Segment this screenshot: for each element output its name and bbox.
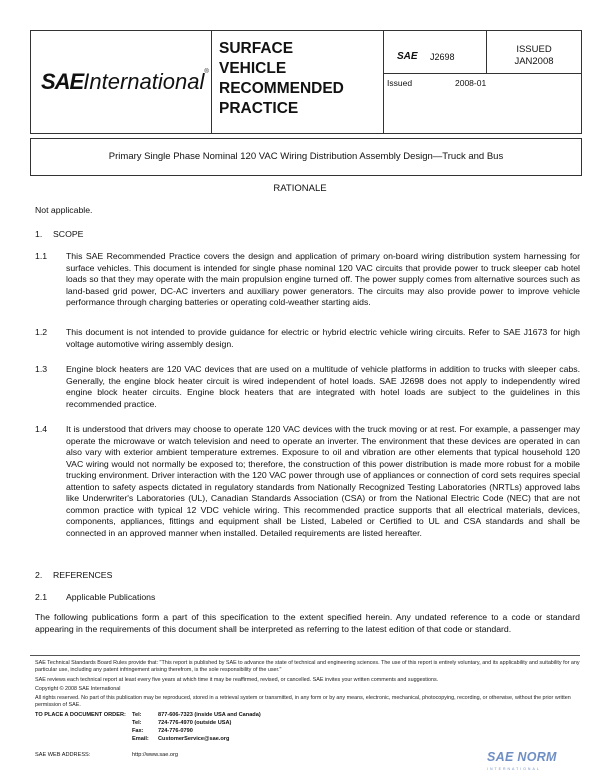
document-title-box bbox=[30, 138, 582, 176]
footer-review-text: SAE reviews each technical report at least every five years at which time it may be reaffirmed, revised, or cancelled. SAE invites your written comments and suggestions. bbox=[35, 677, 439, 683]
subsection-heading: Applicable Publications bbox=[66, 592, 156, 602]
footer-rules-text: SAE Technical Standards Board Rules provide that: "This report is published by SAE to advance the state of technical and engineering sciences. The use of this report is entirely voluntary, and its applicability and suitability for any particular use, including any patent infringement arising therefrom, is the sole responsibility of the user." bbox=[35, 660, 580, 674]
header-divider bbox=[383, 73, 581, 74]
order-line-label: Tel: bbox=[132, 720, 142, 726]
document-number: J2698 bbox=[430, 52, 455, 62]
rationale-text: Not applicable. bbox=[35, 205, 93, 215]
paragraph-number: 1.3 bbox=[35, 364, 48, 374]
paragraph-number: 1.4 bbox=[35, 424, 48, 434]
document-title: Primary Single Phase Nominal 120 VAC Wiring Distribution Assembly Design—Truck and Bus bbox=[108, 151, 504, 162]
order-line-value: 724-776-4970 (outside USA) bbox=[158, 720, 232, 726]
paragraph-number: 1.1 bbox=[35, 251, 48, 261]
scope-paragraph: Engine block heaters are 120 VAC devices that are used on a multitude of vehicle platforms in addition to trucks with sleeper cabs. Generally, the engine block heater circuit is wired independent of hotel loads. SAE J2698 does not apply to independently wired engine block heater circuits. Engine block heaters that are integrated with hotel loads are subject to the guidelines in this recommended practice. bbox=[66, 364, 580, 409]
scope-paragraph: It is understood that drivers may choose to operate 120 VAC devices with the truck moving or at rest. For example, a passenger may operate the microwave or watch television and need to operate an inverter. The environment that these devices are operated in can also vary with exterior ambient temperature extremes. Exposure to oil and vibration are other elements that typical household 120 VAC wiring would not normally be exposed to; therefore, the construction of this power distribution is made more robust for a mobile trucking environment. Driver interaction with the 120 VAC power through use of appliances or connection of cord sets requires special attention to safety aspects dictated in regulatory standards from Nationally Recognized Testing Laboratories (NRTLs) approved labs like Underwriter's Laboratories (UL), Canadian Standards Association (CSA) or from the National Electric Code (NEC) that are not common practice with typical 12 VDC vehicle wiring. This recommended practice supports that all electrical materials, devices, components, appliances, fittings and equipment shall be Listed, Labeled or Certified to UL and CSA standards and shall be connected in an approved manner when installed. Detailed requirements are listed hereafter. bbox=[66, 424, 580, 538]
logo-international: International bbox=[83, 69, 205, 94]
document-type-line: VEHICLE bbox=[219, 60, 287, 77]
order-line-label: Fax: bbox=[132, 728, 144, 734]
document-type bbox=[219, 39, 379, 119]
section-number: 2. bbox=[35, 570, 43, 580]
watermark-subtext: INTERNATIONAL bbox=[487, 767, 541, 771]
section-heading: REFERENCES bbox=[53, 570, 113, 580]
logo-sae: SAE bbox=[41, 69, 84, 94]
scope-paragraph: This SAE Recommended Practice covers the design and application of primary on-board wiring distribution system harnessing for surface vehicles. This document is intended for single phase nominal 120 VAC circuits that provide power to truck sleeper cab hotel loads so that they may operate with the main propulsion engine turned off. The power supply comes from alternative sources such as land-based grid power, DC-AC inverters and auxiliary power generators. The circuits may also provide power to improve vehicle performance through charging batteries or operating cold-weather starting aids. bbox=[66, 251, 580, 307]
logo-trademark: ® bbox=[204, 69, 209, 75]
sae-international-logo bbox=[41, 69, 209, 95]
issued-label: Issued bbox=[387, 78, 413, 88]
order-line-label: Email: bbox=[132, 736, 149, 742]
references-paragraph: The following publications form a part of this specification to the extent specified herein. Any undated reference to a code or standard appearing in the requirements of this document shall be interpreted as referring to the latest edition of that code or standard. bbox=[35, 612, 580, 634]
document-type-line: PRACTICE bbox=[219, 100, 299, 117]
document-status bbox=[493, 44, 575, 68]
header-divider bbox=[211, 31, 212, 133]
document-header bbox=[30, 30, 582, 134]
order-line-value: 877-606-7323 (inside USA and Canada) bbox=[158, 712, 261, 718]
footer-rights-text: All rights reserved. No part of this publication may be reproduced, stored in a retrieval system or transmitted, in any form or by any means, electronic, mechanical, photocopying, recording, or otherwise, without the prior written permission of SAE. bbox=[35, 695, 571, 709]
header-divider bbox=[383, 31, 384, 133]
status-line: ISSUED bbox=[516, 44, 552, 55]
scope-paragraph: This document is not intended to provide guidance for electric or hybrid electric vehicle wiring circuits. Refer to SAE J1673 for high voltage automotive wiring assembly design. bbox=[66, 327, 580, 349]
subsection-number: 2.1 bbox=[35, 592, 48, 602]
issued-date: 2008-01 bbox=[455, 78, 487, 88]
paragraph-number: 1.2 bbox=[35, 327, 48, 337]
section-heading: SCOPE bbox=[53, 229, 84, 239]
sae-mark: SAE bbox=[397, 51, 418, 62]
web-address-link[interactable]: http://www.sae.org bbox=[132, 752, 179, 758]
order-line-value: 724-776-0790 bbox=[158, 728, 193, 734]
document-type-line: SURFACE bbox=[219, 40, 294, 57]
footer-rule bbox=[30, 655, 580, 656]
order-line-label: Tel: bbox=[132, 712, 142, 718]
sae-norm-watermark: SAE NORM bbox=[487, 750, 557, 764]
document-type-line: RECOMMENDED bbox=[219, 80, 344, 97]
order-label: TO PLACE A DOCUMENT ORDER: bbox=[35, 712, 126, 718]
section-number: 1. bbox=[35, 229, 43, 239]
rationale-heading: RATIONALE bbox=[273, 183, 327, 194]
status-line: JAN2008 bbox=[514, 56, 554, 67]
footer-copyright: Copyright © 2008 SAE International bbox=[35, 686, 121, 692]
order-line-value[interactable]: CustomerService@sae.org bbox=[158, 736, 230, 742]
header-divider bbox=[486, 31, 487, 73]
web-address-label: SAE WEB ADDRESS: bbox=[35, 752, 91, 758]
